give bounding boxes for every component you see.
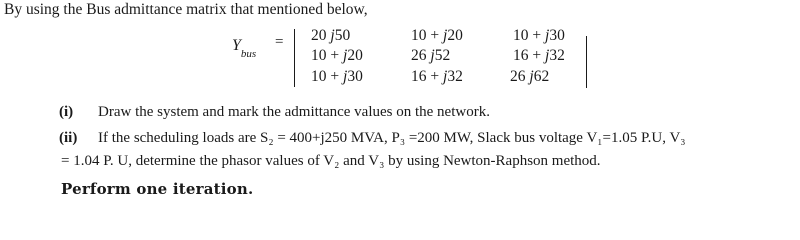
equals-sign: = — [275, 34, 284, 50]
ybus-subscript: bus — [240, 48, 257, 61]
matrix-cell-r2c1: 10 + j20 — [311, 47, 363, 64]
matrix-cell-r2c2: 26 j52 — [411, 47, 451, 64]
matrix-cell-r1c3: 10 + j30 — [513, 27, 565, 44]
matrix-cell-r3c3: 26 j62 — [510, 68, 550, 85]
matrix-left-bar — [294, 29, 295, 87]
matrix-cell-r3c2: 16 + j32 — [411, 68, 463, 85]
matrix-right-bar — [586, 36, 587, 88]
matrix-cell-r3c1: 10 + j30 — [311, 68, 363, 85]
perform-instruction: Perform one iteration. — [61, 180, 254, 198]
matrix-cell-r1c1: 20 j50 — [311, 27, 351, 44]
intro-text: By using the Bus admittance matrix that mentioned below, — [4, 1, 368, 18]
question-1-label: (i) — [59, 104, 74, 120]
question-1-text: Draw the system and mark the admittance values on the network. — [98, 104, 490, 120]
ybus-letter: Y — [232, 37, 241, 54]
matrix-cell-r1c2: 10 + j20 — [411, 27, 463, 44]
question-2-label: (ii) — [59, 130, 78, 146]
matrix-cell-r2c3: 16 + j32 — [513, 47, 565, 64]
ybus-symbol — [232, 37, 257, 61]
question-2-line-1: If the scheduling loads are S₂ = 400+j250 MVA, P₃ =200 MW, Slack bus voltage V₁=1.05 P.U, V₃ — [98, 130, 686, 146]
question-2-line-2: = 1.04 P. U, determine the phasor values of V₂ and V₃ by using Newton-Raphson method. — [61, 153, 601, 169]
